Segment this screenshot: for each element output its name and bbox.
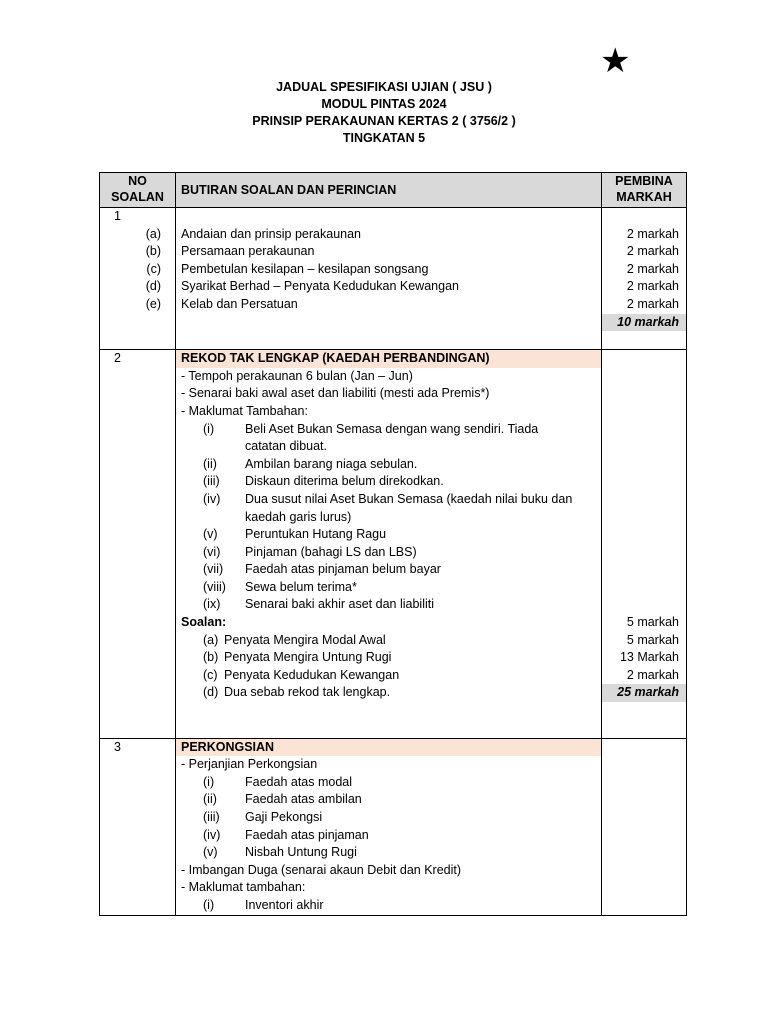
roman-numeral: (iii) [203, 810, 220, 824]
roman-numeral: (ii) [203, 792, 217, 807]
item-label: (d) [145, 279, 161, 294]
item-marks: 2 markah [626, 244, 679, 259]
header-text: SOALAN [111, 190, 164, 204]
item-label: (b) [203, 650, 219, 665]
item-text: Penyata Kedudukan Kewangan [224, 667, 400, 682]
info-text: Diskaun diterima belum direkodkan. [245, 474, 444, 489]
question-number: 2 [114, 351, 121, 366]
roman-numeral: (vii) [203, 562, 224, 577]
item-text: Andaian dan prinsip perakaunan [181, 226, 361, 241]
item-label: (e) [145, 296, 161, 311]
q2-marks-cell [602, 350, 687, 738]
item-label: (d) [203, 685, 219, 700]
header-butiran: BUTIRAN SOALAN DAN PERINCIAN [176, 173, 602, 208]
info-item [176, 579, 601, 597]
info-text: Faedah atas ambilan [245, 792, 362, 807]
star-icon: ★ [600, 42, 631, 80]
total-marks: 10 markah [602, 314, 686, 332]
header-pembina-markah [602, 173, 687, 208]
info-item [176, 827, 601, 845]
info-item [176, 526, 601, 544]
roman-numeral: (i) [203, 897, 215, 912]
info-item [176, 897, 601, 915]
q2-number-cell [100, 350, 176, 738]
info-item [176, 491, 601, 509]
info-text: Pinjaman (bahagi LS dan LBS) [245, 544, 417, 559]
item-text: Kelab dan Persatuan [181, 296, 298, 311]
item-marks: 2 markah [626, 667, 679, 682]
table-row-q1 [100, 208, 687, 350]
item-text: Syarikat Berhad – Penyata Kedudukan Kewangan [181, 279, 459, 294]
title-line-2: MODUL PINTAS 2024 [321, 97, 447, 111]
q3-number-cell [100, 738, 176, 915]
info-text: Beli Aset Bukan Semasa dengan wang sendiri. Tiada [245, 421, 539, 436]
question-item [176, 649, 601, 667]
info-text: Peruntukan Hutang Ragu [245, 527, 387, 542]
info-text: Faedah atas pinjaman [245, 827, 369, 842]
item-text: Pembetulan kesilapan – kesilapan songsang [181, 261, 429, 276]
info-text: Faedah atas modal [245, 774, 353, 789]
header-text: MARKAH [616, 190, 672, 204]
roman-numeral: (iv) [203, 491, 221, 506]
info-item [176, 596, 601, 614]
item-marks: 2 markah [626, 296, 679, 311]
q2-details-cell [176, 350, 602, 738]
item-text: Persamaan perakaunan [181, 244, 315, 259]
document-title [0, 79, 768, 147]
info-text: Nisbah Untung Rugi [245, 845, 357, 860]
specification-table [99, 172, 687, 916]
info-text-continued: catatan dibuat. [245, 439, 328, 454]
item-label: (a) [145, 226, 161, 241]
item-text: Penyata Mengira Untung Rugi [224, 650, 392, 665]
roman-numeral: (v) [203, 845, 218, 860]
roman-numeral: (iv) [203, 827, 221, 842]
soalan-label: Soalan: [181, 615, 227, 630]
info-item [176, 561, 601, 579]
info-item [176, 421, 601, 439]
roman-numeral: (vi) [203, 544, 221, 559]
info-item [176, 774, 601, 792]
question-number: 1 [114, 209, 121, 223]
info-item [176, 473, 601, 491]
item-marks: 5 markah [626, 615, 679, 630]
title-line-1: JADUAL SPESIFIKASI UJIAN ( JSU ) [276, 80, 492, 94]
q3-marks-cell [602, 738, 687, 915]
intro-line: - Tempoh perakaunan 6 bulan (Jan – Jun) [181, 368, 413, 383]
info-text: Ambilan barang niaga sebulan. [245, 456, 418, 471]
item-marks: 5 markah [626, 632, 679, 647]
item-marks: 2 markah [626, 279, 679, 294]
table-header-row [100, 173, 687, 208]
section-heading: REKOD TAK LENGKAP (KAEDAH PERBANDINGAN) [176, 350, 601, 368]
item-label: (c) [146, 261, 161, 276]
info-text: Inventori akhir [245, 897, 324, 912]
intro-line: - Perjanjian Perkongsian [181, 757, 318, 772]
question-number: 3 [114, 739, 121, 754]
info-text: Senarai baki akhir aset dan liabiliti [245, 597, 434, 612]
info-item [176, 844, 601, 862]
intro-line: - Imbangan Duga (senarai akaun Debit dan Kredit) [181, 862, 462, 877]
table-row-q3 [100, 738, 687, 915]
header-no-soalan [100, 173, 176, 208]
info-item [176, 809, 601, 827]
question-item [176, 632, 601, 650]
q1-marks-cell [602, 208, 687, 350]
roman-numeral: (iii) [203, 474, 220, 489]
title-line-3: PRINSIP PERAKAUNAN KERTAS 2 ( 3756/2 ) [252, 114, 516, 128]
info-item [176, 456, 601, 474]
header-text: PEMBINA [615, 174, 673, 188]
roman-numeral: (ii) [203, 456, 217, 471]
q1-number-cell [100, 208, 176, 350]
info-text: Sewa belum terima* [245, 579, 357, 594]
item-label: (a) [203, 632, 219, 647]
q1-details-cell [176, 208, 602, 350]
header-text: NO [128, 174, 147, 188]
info-text: Gaji Pekongsi [245, 810, 323, 824]
question-item [176, 667, 601, 685]
item-text: Penyata Mengira Modal Awal [224, 632, 386, 647]
question-item [176, 684, 601, 702]
item-text: Dua sebab rekod tak lengkap. [224, 685, 391, 700]
title-line-4: TINGKATAN 5 [342, 131, 426, 145]
info-item [176, 544, 601, 562]
total-marks: 25 markah [602, 684, 686, 702]
roman-numeral: (i) [203, 774, 215, 789]
item-marks: 13 Markah [619, 650, 679, 665]
table-row-q2 [100, 350, 687, 738]
item-marks: 2 markah [626, 261, 679, 276]
item-label: (c) [203, 667, 218, 682]
intro-line: - Maklumat tambahan: [181, 880, 306, 895]
item-label: (b) [145, 244, 161, 259]
intro-line: - Senarai baki awal aset dan liabiliti (mesti ada Premis*) [181, 386, 490, 401]
info-text: Faedah atas pinjaman belum bayar [245, 562, 441, 577]
roman-numeral: (viii) [203, 579, 226, 594]
item-marks: 2 markah [626, 226, 679, 241]
q3-details-cell [176, 738, 602, 915]
section-heading: PERKONGSIAN [176, 739, 601, 757]
info-item [176, 791, 601, 809]
roman-numeral: (i) [203, 421, 215, 436]
info-text: Dua susut nilai Aset Bukan Semasa (kaedah nilai buku dan [245, 491, 573, 506]
roman-numeral: (ix) [203, 597, 221, 612]
intro-line: - Maklumat Tambahan: [181, 403, 308, 418]
info-text-continued: kaedah garis lurus) [245, 509, 352, 524]
roman-numeral: (v) [203, 527, 218, 542]
